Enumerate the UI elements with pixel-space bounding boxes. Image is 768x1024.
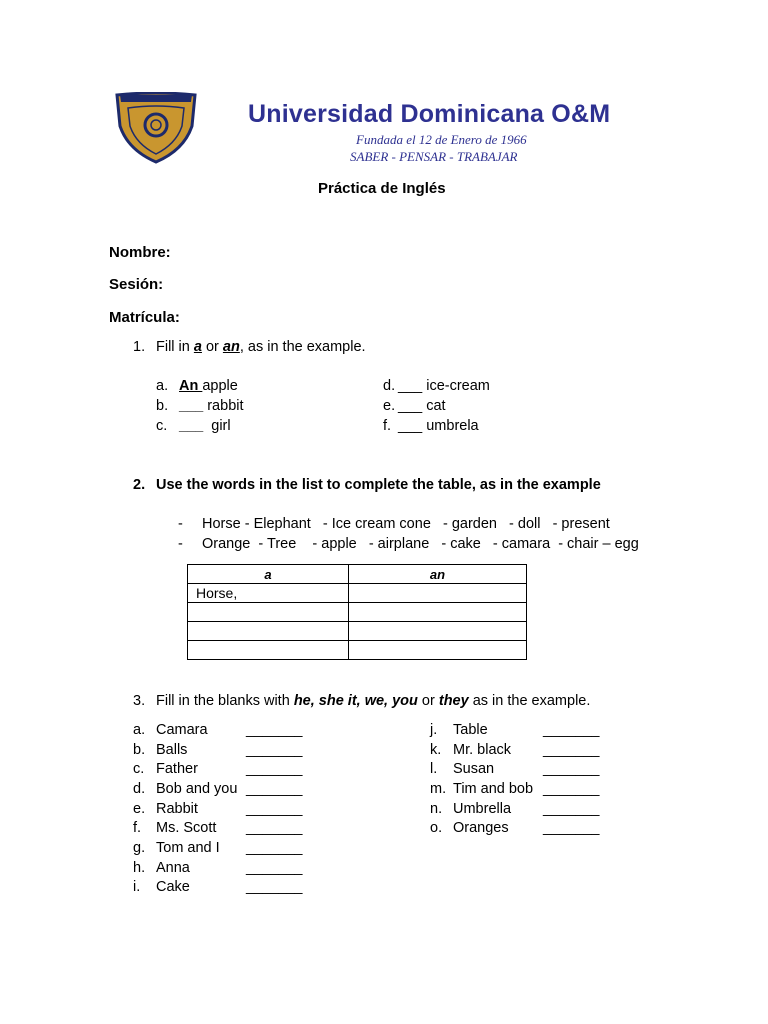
motto-line: SABER - PENSAR - TRABAJAR — [350, 149, 518, 164]
ex3-instruction: Fill in the blanks with he, she it, we, you or they as in the example. — [156, 693, 591, 709]
session-label: Sesión: — [109, 276, 164, 293]
table-row — [188, 584, 527, 603]
ex3-item-g: g. Tom and I _______ — [133, 840, 303, 856]
university-name: Universidad Dominicana O&M — [248, 100, 611, 128]
table-cell-a[interactable] — [188, 641, 349, 660]
ex3-item-o: o. Oranges _______ — [430, 820, 600, 836]
ex2-list-dash-1: - — [178, 516, 183, 532]
table-header-an: an — [349, 565, 527, 584]
ex3-number: 3. — [133, 693, 146, 709]
ex1-number: 1. — [133, 339, 146, 355]
table-row — [188, 622, 527, 641]
table-header-row — [188, 565, 527, 584]
ex3-item-e: e. Rabbit _______ — [133, 801, 303, 817]
name-label: Nombre: — [109, 244, 171, 261]
ex3-item-c: c. Father _______ — [133, 761, 303, 777]
table-cell-an[interactable] — [349, 622, 527, 641]
ex3-item-b: b. Balls _______ — [133, 742, 303, 758]
ex1-item-f: f. ___ umbrela — [383, 418, 479, 434]
table-cell-a[interactable] — [188, 603, 349, 622]
ex1-instruction: Fill in a or an, as in the example. — [156, 339, 366, 355]
ex2-list-dash-2: - — [178, 536, 183, 552]
ex1-item-b: b. ___ rabbit — [156, 398, 244, 414]
ex3-item-f: f. Ms. Scott _______ — [133, 820, 303, 836]
ex3-item-m: m. Tim and bob _______ — [430, 781, 600, 797]
ex3-item-n: n. Umbrella _______ — [430, 801, 600, 817]
table-cell-a[interactable] — [188, 622, 349, 641]
ex3-item-a: a. Camara _______ — [133, 722, 303, 738]
ex1-item-c: c. ___ girl — [156, 418, 231, 434]
university-shield-logo — [114, 92, 198, 164]
table-row — [188, 603, 527, 622]
ex3-item-i: i. Cake _______ — [133, 879, 303, 895]
document-title: Práctica de Inglés — [318, 180, 446, 197]
ex2-instruction: Use the words in the list to complete the table, as in the example — [156, 477, 601, 493]
article-table — [187, 564, 527, 660]
table-cell-a[interactable]: Horse, — [188, 584, 349, 603]
ex1-item-d: d. ___ ice-cream — [383, 378, 490, 394]
ex2-word-list-line-1: Horse - Elephant - Ice cream cone - garden - doll - present — [202, 516, 610, 532]
table-cell-an[interactable] — [349, 603, 527, 622]
founded-line: Fundada el 12 de Enero de 1966 — [356, 132, 527, 147]
ex2-number: 2. — [133, 477, 146, 493]
ex3-item-j: j. Table _______ — [430, 722, 600, 738]
ex2-word-list-line-2: Orange - Tree - apple - airplane - cake - camara - chair – egg — [202, 536, 639, 552]
table-cell-an[interactable] — [349, 641, 527, 660]
enrollment-label: Matrícula: — [109, 309, 180, 326]
table-row — [188, 641, 527, 660]
ex3-item-h: h. Anna _______ — [133, 860, 303, 876]
ex3-item-k: k. Mr. black _______ — [430, 742, 600, 758]
ex1-item-a: a. An apple — [156, 378, 238, 394]
ex3-item-d: d. Bob and you _______ — [133, 781, 303, 797]
table-header-a: a — [188, 565, 349, 584]
ex1-item-e: e. ___ cat — [383, 398, 446, 414]
ex3-item-l: l. Susan _______ — [430, 761, 600, 777]
table-cell-an[interactable] — [349, 584, 527, 603]
